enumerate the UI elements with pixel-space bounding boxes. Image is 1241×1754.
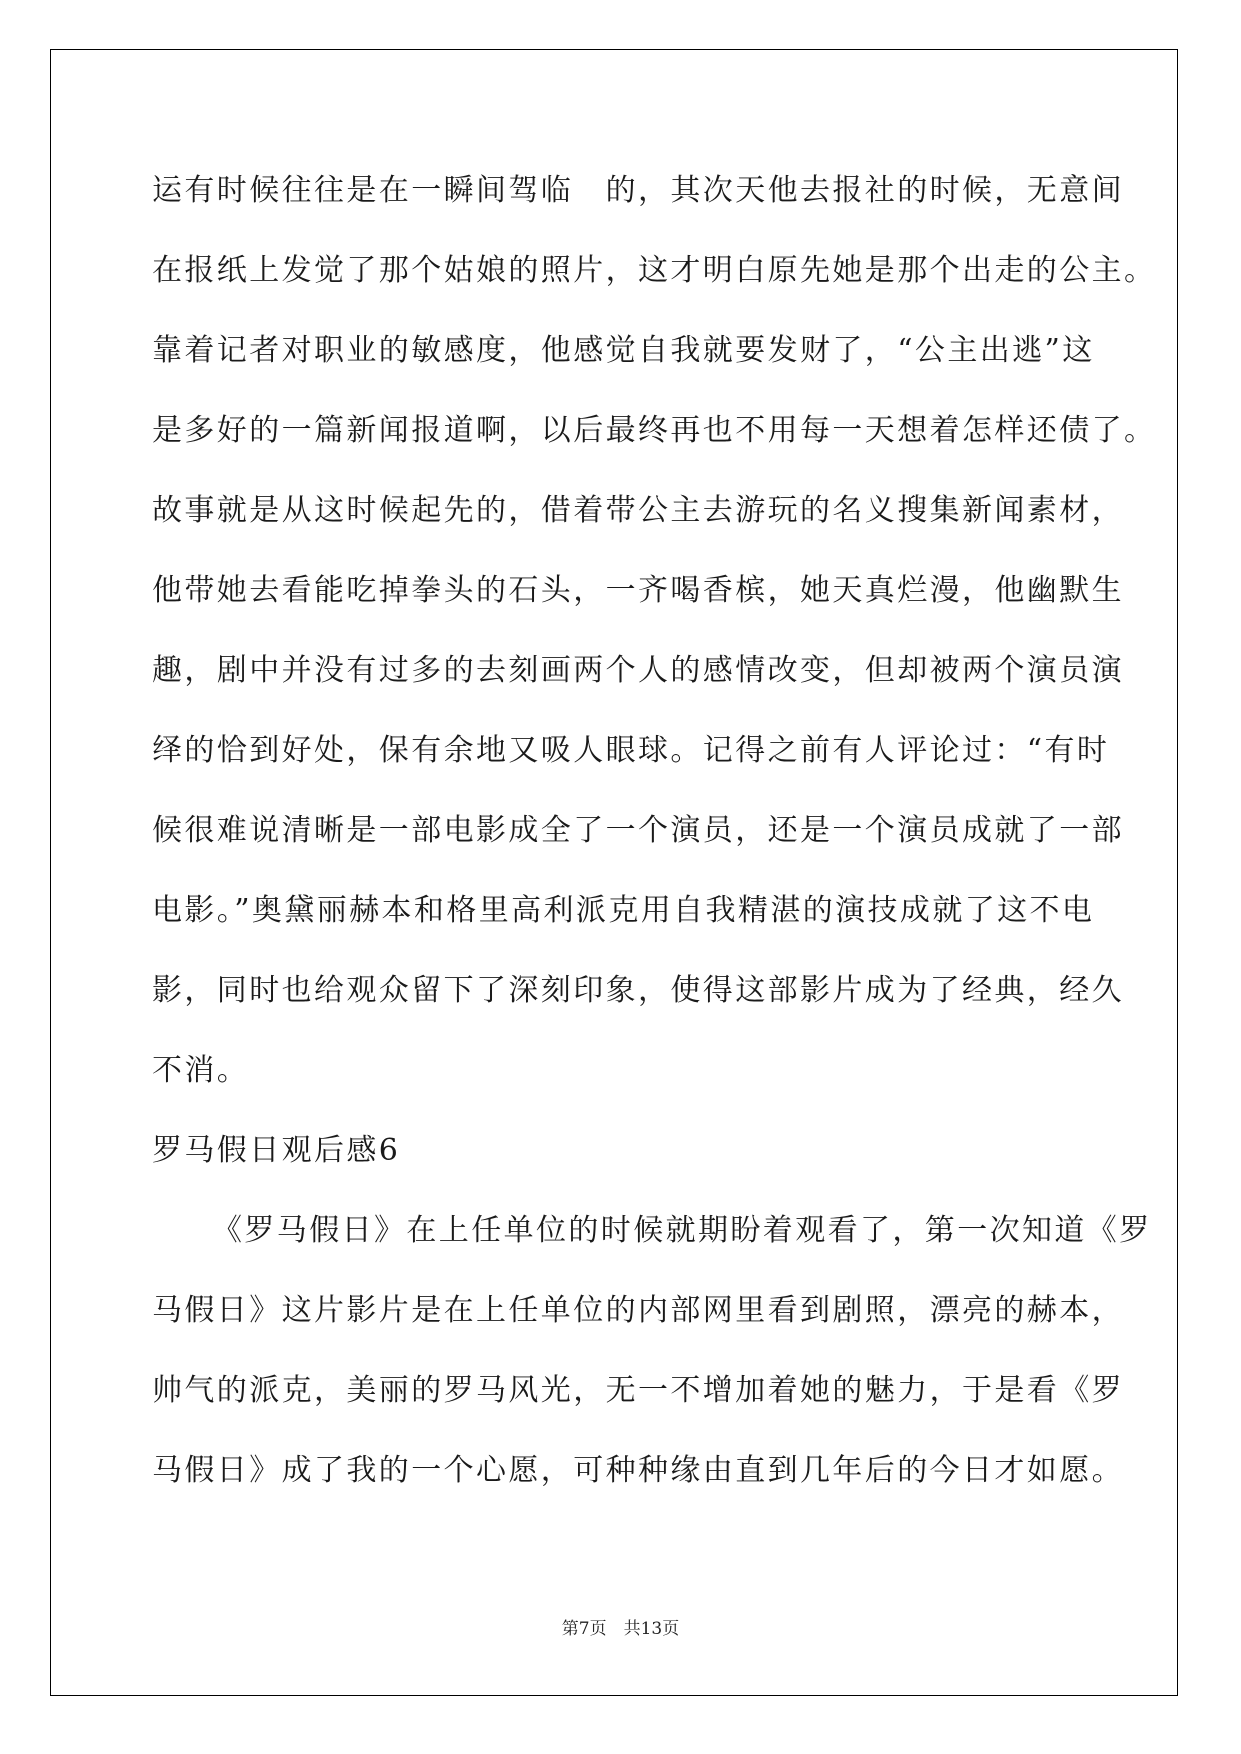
section-line: 马假日》这片影片是在上任单位的内部网里看到剧照，漂亮的赫本， [152,1293,1124,1328]
body-line: 在报纸上发觉了那个姑娘的照片，这才明白原先她是那个出走的公主。 [152,253,1157,288]
body-line: 不消。 [152,1053,250,1088]
section-line: 帅气的派克，美丽的罗马风光，无一不增加着她的魅力，于是看《罗 [152,1373,1124,1408]
body-line: 他带她去看能吃掉拳头的石头，一齐喝香槟，她天真烂漫，他幽默生 [152,573,1124,608]
body-line: 故事就是从这时候起先的，借着带公主去游玩的名义搜集新闻素材， [152,493,1124,528]
body-line: 趣，剧中并没有过多的去刻画两个人的感情改变，但却被两个演员演 [152,653,1124,688]
page-number-footer: 第7页 共13页 [561,1619,680,1639]
section-line: 马假日》成了我的一个心愿，可种种缘由直到几年后的今日才如愿。 [152,1453,1124,1488]
body-line: 电影。”奥黛丽赫本和格里高利派克用自我精湛的演技成就了这不电 [152,893,1095,928]
body-line: 候很难说清晰是一部电影成全了一个演员，还是一个演员成就了一部 [152,813,1124,848]
section-heading: 罗马假日观后感6 [152,1133,401,1168]
section-line: 《罗马假日》在上任单位的时候就期盼着观看了，第一次知道《罗 [212,1213,1152,1248]
body-line: 绎的恰到好处，保有余地又吸人眼球。记得之前有人评论过：“有时 [152,733,1110,768]
body-line: 影，同时也给观众留下了深刻印象，使得这部影片成为了经典，经久 [152,973,1124,1008]
body-line: 靠着记者对职业的敏感度，他感觉自我就要发财了，“公主出逃”这 [152,333,1095,368]
body-line: 是多好的一篇新闻报道啊，以后最终再也不用每一天想着怎样还债了。 [152,413,1157,448]
page-border [50,49,1178,1696]
body-line: 运有时候往往是在一瞬间驾临 的，其次天他去报社的时候，无意间 [152,173,1124,208]
